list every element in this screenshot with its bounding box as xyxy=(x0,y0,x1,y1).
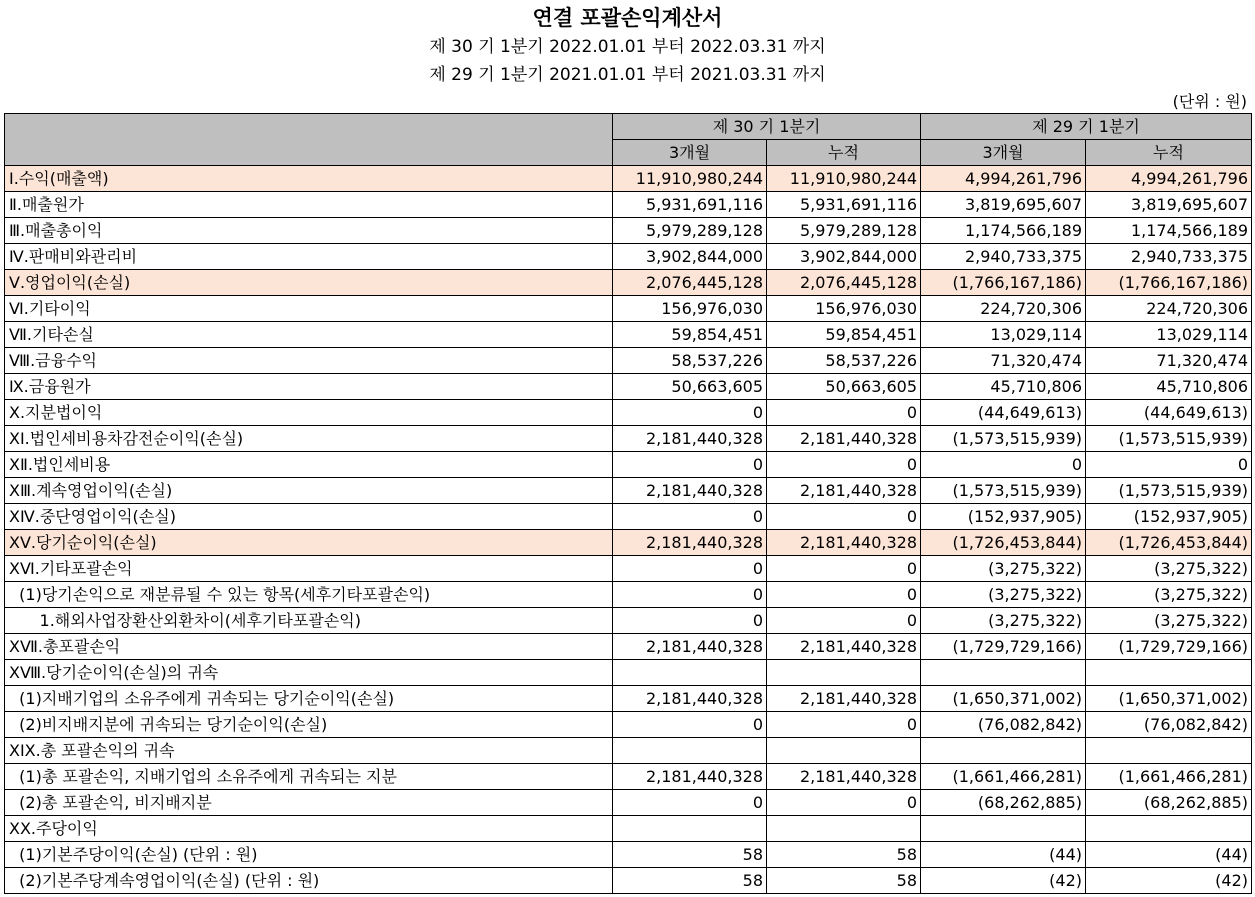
table-row xyxy=(5,452,1252,478)
row-value: 2,181,440,328 xyxy=(767,426,921,452)
row-label: XI.법인세비용차감전순이익(손실) xyxy=(5,426,613,452)
row-value: 0 xyxy=(767,400,921,426)
row-label: Ⅱ.매출원가 xyxy=(5,192,613,218)
row-value: 2,940,733,375 xyxy=(1086,244,1252,270)
row-value: (3,275,322) xyxy=(921,608,1086,634)
row-value: (1,766,167,186) xyxy=(921,270,1086,296)
row-value: 0 xyxy=(613,608,767,634)
row-value: 0 xyxy=(613,582,767,608)
row-value: 50,663,605 xyxy=(767,374,921,400)
row-value: 3,902,844,000 xyxy=(767,244,921,270)
row-value: (3,275,322) xyxy=(1086,608,1252,634)
current-period: 제 30 기 1분기 2022.01.01 부터 2022.03.31 까지 xyxy=(429,37,826,57)
table-row xyxy=(5,842,1252,868)
row-value: (3,275,322) xyxy=(921,556,1086,582)
row-value: 0 xyxy=(767,582,921,608)
header-prior-period: 제 29 기 1분기 xyxy=(921,114,1252,140)
row-label: (2)기본주당계속영업이익(손실) (단위 : 원) xyxy=(5,868,613,894)
table-row xyxy=(5,738,1252,764)
table-row xyxy=(5,686,1252,712)
row-value: 71,320,474 xyxy=(1086,348,1252,374)
header-prior-cumulative: 누적 xyxy=(1086,140,1252,166)
row-label: XⅦ.총포괄손익 xyxy=(5,634,613,660)
row-value: 2,181,440,328 xyxy=(767,686,921,712)
row-value: 0 xyxy=(1086,452,1252,478)
row-value xyxy=(1086,738,1252,764)
row-value: 58 xyxy=(613,868,767,894)
table-row xyxy=(5,322,1252,348)
row-value: 2,181,440,328 xyxy=(767,530,921,556)
row-label: (2)비지배지분에 귀속되는 당기순이익(손실) xyxy=(5,712,613,738)
row-label: XⅡ.법인세비용 xyxy=(5,452,613,478)
row-value: 2,181,440,328 xyxy=(613,634,767,660)
header-current-3m: 3개월 xyxy=(613,140,767,166)
row-value: (1,573,515,939) xyxy=(1086,426,1252,452)
row-label: 1.해외사업장환산외환차이(세후기타포괄손익) xyxy=(5,608,613,634)
table-row xyxy=(5,426,1252,452)
table-row xyxy=(5,192,1252,218)
table-row xyxy=(5,530,1252,556)
table-row xyxy=(5,582,1252,608)
row-value: 45,710,806 xyxy=(921,374,1086,400)
row-value: 59,854,451 xyxy=(767,322,921,348)
row-value: 3,819,695,607 xyxy=(921,192,1086,218)
row-value: (42) xyxy=(1086,868,1252,894)
table-row xyxy=(5,634,1252,660)
row-value: (152,937,905) xyxy=(1086,504,1252,530)
income-statement-table xyxy=(4,113,1252,894)
row-value: 0 xyxy=(613,712,767,738)
row-value: 13,029,114 xyxy=(1086,322,1252,348)
row-value: 2,181,440,328 xyxy=(613,530,767,556)
table-row xyxy=(5,400,1252,426)
row-label: Ⅵ.기타이익 xyxy=(5,296,613,322)
row-value xyxy=(1086,660,1252,686)
table-row xyxy=(5,296,1252,322)
row-value: (44) xyxy=(921,842,1086,868)
header-blank xyxy=(5,114,613,166)
row-value xyxy=(767,738,921,764)
row-value: 58 xyxy=(613,842,767,868)
row-label: XX.주당이익 xyxy=(5,816,613,842)
table-row xyxy=(5,764,1252,790)
row-label: Ⅹ.지분법이익 xyxy=(5,400,613,426)
row-value: 2,181,440,328 xyxy=(613,426,767,452)
row-value: 2,076,445,128 xyxy=(613,270,767,296)
row-value: 5,979,289,128 xyxy=(767,218,921,244)
row-value: 5,931,691,116 xyxy=(767,192,921,218)
row-value: (1,573,515,939) xyxy=(921,478,1086,504)
table-row xyxy=(5,868,1252,894)
row-label: Ⅷ.금융수익 xyxy=(5,348,613,374)
row-value: 0 xyxy=(613,452,767,478)
row-value: (1,650,371,002) xyxy=(1086,686,1252,712)
row-value: (68,262,885) xyxy=(921,790,1086,816)
row-value: 2,181,440,328 xyxy=(767,634,921,660)
row-label: (1)기본주당이익(손실) (단위 : 원) xyxy=(5,842,613,868)
row-value: (3,275,322) xyxy=(921,582,1086,608)
row-label: (1)당기손익으로 재분류될 수 있는 항목(세후기타포괄손익) xyxy=(5,582,613,608)
row-value xyxy=(767,660,921,686)
row-value: (3,275,322) xyxy=(1086,582,1252,608)
table-row xyxy=(5,478,1252,504)
row-value: 4,994,261,796 xyxy=(1086,166,1252,192)
row-value xyxy=(1086,816,1252,842)
header-row-period xyxy=(5,114,1252,140)
row-label: Ⅳ.판매비와관리비 xyxy=(5,244,613,270)
row-value: (44) xyxy=(1086,842,1252,868)
row-value: (1,729,729,166) xyxy=(1086,634,1252,660)
table-row xyxy=(5,348,1252,374)
row-value: 13,029,114 xyxy=(921,322,1086,348)
row-value: (1,766,167,186) xyxy=(1086,270,1252,296)
table-row xyxy=(5,244,1252,270)
row-value: (1,726,453,844) xyxy=(1086,530,1252,556)
row-value: 0 xyxy=(767,504,921,530)
row-label: Ⅴ.영업이익(손실) xyxy=(5,270,613,296)
row-value: 11,910,980,244 xyxy=(613,166,767,192)
row-value: 59,854,451 xyxy=(613,322,767,348)
row-value: 156,976,030 xyxy=(613,296,767,322)
header-current-cumulative: 누적 xyxy=(767,140,921,166)
row-value: 0 xyxy=(767,608,921,634)
table-row xyxy=(5,556,1252,582)
row-value: 2,181,440,328 xyxy=(613,686,767,712)
row-label: Ⅰ.수익(매출액) xyxy=(5,166,613,192)
row-value: 0 xyxy=(767,712,921,738)
row-label: Ⅶ.기타손실 xyxy=(5,322,613,348)
row-value: 2,076,445,128 xyxy=(767,270,921,296)
row-value: 0 xyxy=(613,556,767,582)
row-value: 0 xyxy=(767,790,921,816)
row-value: 0 xyxy=(767,452,921,478)
row-value: (68,262,885) xyxy=(1086,790,1252,816)
row-value: (152,937,905) xyxy=(921,504,1086,530)
row-label: XIX.총 포괄손익의 귀속 xyxy=(5,738,613,764)
row-value: (76,082,842) xyxy=(1086,712,1252,738)
row-value xyxy=(921,816,1086,842)
unit-label: (단위 : 원) xyxy=(1172,92,1247,111)
row-label: (1)지배기업의 소유주에게 귀속되는 당기순이익(손실) xyxy=(5,686,613,712)
row-value: 224,720,306 xyxy=(921,296,1086,322)
prior-period: 제 29 기 1분기 2021.01.01 부터 2021.03.31 까지 xyxy=(429,65,826,85)
row-label: (2)총 포괄손익, 비지배지분 xyxy=(5,790,613,816)
row-value: 2,181,440,328 xyxy=(613,478,767,504)
row-label: XⅥ.기타포괄손익 xyxy=(5,556,613,582)
table-row xyxy=(5,712,1252,738)
table-row xyxy=(5,218,1252,244)
row-value: (3,275,322) xyxy=(1086,556,1252,582)
row-value: 2,940,733,375 xyxy=(921,244,1086,270)
header-prior-3m: 3개월 xyxy=(921,140,1086,166)
row-label: XⅣ.중단영업이익(손실) xyxy=(5,504,613,530)
row-label: (1)총 포괄손익, 지배기업의 소유주에게 귀속되는 지분 xyxy=(5,764,613,790)
row-value: 58,537,226 xyxy=(767,348,921,374)
row-value: (44,649,613) xyxy=(1086,400,1252,426)
row-value xyxy=(613,738,767,764)
row-value: (1,661,466,281) xyxy=(1086,764,1252,790)
table-row xyxy=(5,608,1252,634)
row-value: (1,650,371,002) xyxy=(921,686,1086,712)
row-label: XⅤ.당기순이익(손실) xyxy=(5,530,613,556)
row-value: 2,181,440,328 xyxy=(613,764,767,790)
row-value: 58 xyxy=(767,842,921,868)
row-value xyxy=(613,660,767,686)
row-value: 58,537,226 xyxy=(613,348,767,374)
table-row xyxy=(5,660,1252,686)
table-row xyxy=(5,790,1252,816)
table-row xyxy=(5,504,1252,530)
table-row xyxy=(5,166,1252,192)
row-value xyxy=(767,816,921,842)
row-value: 3,902,844,000 xyxy=(613,244,767,270)
table-row xyxy=(5,374,1252,400)
row-value: 156,976,030 xyxy=(767,296,921,322)
row-value: (42) xyxy=(921,868,1086,894)
document-title: 연결 포괄손익계산서 xyxy=(532,6,723,30)
row-value: 0 xyxy=(613,790,767,816)
row-value: 0 xyxy=(767,556,921,582)
row-value: 0 xyxy=(613,400,767,426)
row-value: (1,726,453,844) xyxy=(921,530,1086,556)
row-value: (1,573,515,939) xyxy=(1086,478,1252,504)
row-value: 4,994,261,796 xyxy=(921,166,1086,192)
row-value: (1,661,466,281) xyxy=(921,764,1086,790)
row-value: 1,174,566,189 xyxy=(1086,218,1252,244)
row-value: 2,181,440,328 xyxy=(767,478,921,504)
row-label: Ⅲ.매출총이익 xyxy=(5,218,613,244)
row-value: 45,710,806 xyxy=(1086,374,1252,400)
row-value: 0 xyxy=(613,504,767,530)
row-value xyxy=(921,738,1086,764)
row-value xyxy=(613,816,767,842)
row-value: 58 xyxy=(767,868,921,894)
row-value: 5,979,289,128 xyxy=(613,218,767,244)
row-value: 11,910,980,244 xyxy=(767,166,921,192)
row-value: (44,649,613) xyxy=(921,400,1086,426)
row-value: 71,320,474 xyxy=(921,348,1086,374)
row-value: 2,181,440,328 xyxy=(767,764,921,790)
row-value: 50,663,605 xyxy=(613,374,767,400)
row-value: 5,931,691,116 xyxy=(613,192,767,218)
row-value: (1,573,515,939) xyxy=(921,426,1086,452)
row-label: XⅢ.계속영업이익(손실) xyxy=(5,478,613,504)
row-value: (1,729,729,166) xyxy=(921,634,1086,660)
row-label: XⅧ.당기순이익(손실)의 귀속 xyxy=(5,660,613,686)
table-row xyxy=(5,270,1252,296)
row-value xyxy=(921,660,1086,686)
row-label: Ⅸ.금융원가 xyxy=(5,374,613,400)
row-value: 224,720,306 xyxy=(1086,296,1252,322)
header-current-period: 제 30 기 1분기 xyxy=(613,114,921,140)
row-value: (76,082,842) xyxy=(921,712,1086,738)
table-row xyxy=(5,816,1252,842)
row-value: 3,819,695,607 xyxy=(1086,192,1252,218)
row-value: 0 xyxy=(921,452,1086,478)
row-value: 1,174,566,189 xyxy=(921,218,1086,244)
